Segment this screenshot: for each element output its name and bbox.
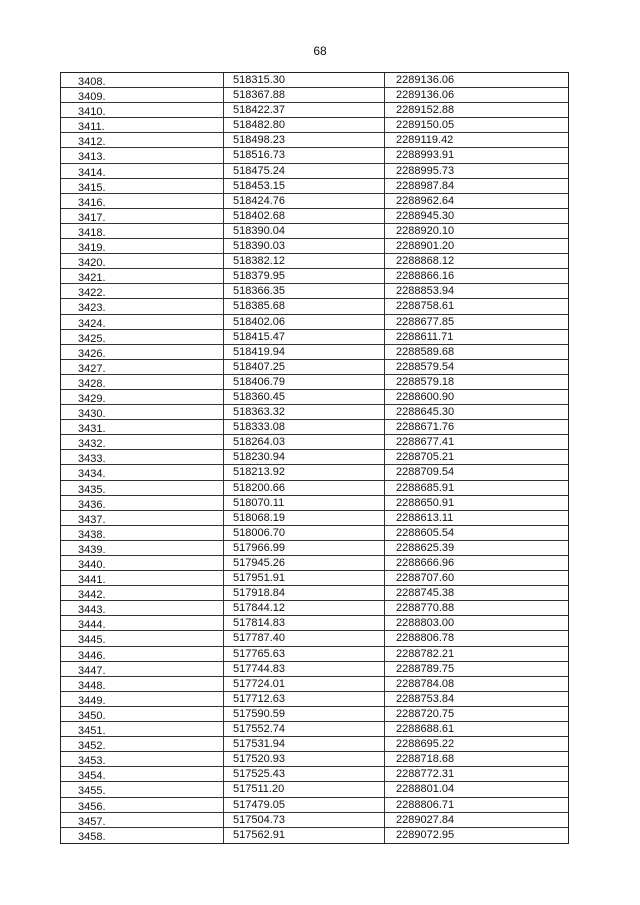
point-number-cell: 3451. — [61, 722, 224, 736]
northing-cell: 2288995.73 — [396, 164, 455, 177]
northing-cell: 2288666.96 — [396, 557, 455, 569]
easting-cell: 518366.35 — [224, 284, 385, 298]
northing-cell: 2288579.18 — [396, 375, 455, 388]
easting-cell: 518419.94 — [224, 345, 385, 359]
table-row — [61, 194, 568, 209]
point-number-cell: 3423. — [61, 299, 224, 313]
table-row — [61, 209, 568, 224]
northing-cell: 2288650.91 — [396, 496, 455, 509]
table-row — [61, 496, 568, 511]
table-row — [61, 299, 568, 314]
table-row — [61, 224, 568, 239]
point-number-cell: 3411. — [61, 118, 224, 132]
table-row — [61, 722, 568, 737]
point-number-cell: 3430. — [61, 405, 224, 419]
point-number-cell: 3442. — [61, 586, 224, 600]
point-number-cell: 3444. — [61, 616, 224, 630]
table-row — [61, 616, 568, 631]
northing-cell: 2288605.54 — [396, 526, 455, 539]
table-row — [61, 586, 568, 601]
table-row — [61, 707, 568, 722]
point-number-cell: 3408. — [61, 73, 224, 87]
easting-cell: 518390.03 — [224, 239, 385, 253]
point-number-cell: 3433. — [61, 450, 224, 464]
northing-cell: 2288853.94 — [396, 285, 455, 298]
northing-cell: 2288671.76 — [396, 421, 455, 434]
table-row — [61, 782, 568, 797]
easting-cell: 518482.80 — [224, 118, 385, 132]
easting-cell: 517552.74 — [224, 722, 385, 736]
point-number-cell: 3452. — [61, 737, 224, 751]
northing-cell: 2288868.12 — [396, 255, 455, 268]
easting-cell: 518475.24 — [224, 164, 385, 178]
easting-cell: 517531.94 — [224, 737, 385, 751]
easting-cell: 518264.03 — [224, 435, 385, 449]
table-row — [61, 556, 568, 571]
table-row — [61, 601, 568, 616]
easting-cell: 517787.40 — [224, 631, 385, 645]
point-number-cell: 3432. — [61, 435, 224, 449]
table-row — [61, 390, 568, 405]
table-row — [61, 405, 568, 420]
northing-cell: 2288677.41 — [396, 436, 455, 449]
northing-cell: 2288920.10 — [396, 224, 455, 237]
table-row — [61, 330, 568, 345]
point-number-cell: 3427. — [61, 360, 224, 374]
northing-cell: 2288866.16 — [396, 270, 455, 283]
point-number-cell: 3410. — [61, 103, 224, 117]
table-row — [61, 164, 568, 179]
table-row — [61, 269, 568, 284]
point-number-cell: 3435. — [61, 481, 224, 495]
northing-cell: 2288625.39 — [396, 541, 455, 554]
northing-cell: 2288705.21 — [396, 451, 455, 464]
easting-cell: 518200.66 — [224, 481, 385, 495]
northing-cell: 2288945.30 — [396, 209, 455, 222]
point-number-cell: 3409. — [61, 88, 224, 102]
northing-cell: 2288611.71 — [396, 330, 454, 343]
northing-cell: 2288720.75 — [396, 707, 455, 720]
northing-cell: 2289150.05 — [396, 119, 455, 132]
point-number-cell: 3448. — [61, 677, 224, 691]
table-row — [61, 118, 568, 133]
easting-cell: 518422.37 — [224, 103, 385, 117]
point-number-cell: 3436. — [61, 496, 224, 510]
table-row — [61, 692, 568, 707]
point-number-cell: 3445. — [61, 631, 224, 645]
point-number-cell: 3417. — [61, 209, 224, 223]
easting-cell: 517479.05 — [224, 798, 385, 812]
easting-cell: 518360.45 — [224, 390, 385, 404]
easting-cell: 518006.70 — [224, 526, 385, 540]
point-number-cell: 3441. — [61, 571, 224, 585]
northing-cell: 2288782.21 — [396, 647, 455, 660]
easting-cell: 518333.08 — [224, 420, 385, 434]
northing-cell: 2288600.90 — [396, 390, 455, 403]
northing-cell: 2288645.30 — [396, 406, 455, 419]
easting-cell: 518385.68 — [224, 299, 385, 313]
table-row — [61, 239, 568, 254]
easting-cell: 518379.95 — [224, 269, 385, 283]
table-row — [61, 284, 568, 299]
table-row — [61, 813, 568, 828]
northing-cell: 2288993.91 — [396, 149, 455, 162]
point-number-cell: 3415. — [61, 179, 224, 193]
point-number-cell: 3458. — [61, 828, 224, 843]
easting-cell: 517504.73 — [224, 813, 385, 827]
easting-cell: 518406.79 — [224, 375, 385, 389]
point-number-cell: 3422. — [61, 284, 224, 298]
table-row — [61, 737, 568, 752]
easting-cell: 518402.06 — [224, 315, 385, 329]
table-row — [61, 767, 568, 782]
table-row — [61, 435, 568, 450]
point-number-cell: 3419. — [61, 239, 224, 253]
point-number-cell: 3438. — [61, 526, 224, 540]
easting-cell: 518070.11 — [224, 496, 385, 510]
easting-cell: 517918.84 — [224, 586, 385, 600]
easting-cell: 518315.30 — [224, 73, 385, 87]
easting-cell: 517520.93 — [224, 752, 385, 766]
point-number-cell: 3449. — [61, 692, 224, 706]
northing-cell: 2288709.54 — [396, 466, 455, 479]
northing-cell: 2288685.91 — [396, 481, 455, 494]
northing-cell: 2288789.75 — [396, 662, 455, 675]
easting-cell: 518498.23 — [224, 133, 385, 147]
point-number-cell: 3440. — [61, 556, 224, 570]
easting-cell: 517712.63 — [224, 692, 385, 706]
northing-cell: 2288718.68 — [396, 753, 455, 766]
easting-cell: 517511.20 — [224, 782, 385, 796]
northing-cell: 2288806.78 — [396, 632, 455, 645]
point-number-cell: 3418. — [61, 224, 224, 238]
table-row — [61, 571, 568, 586]
easting-cell: 517844.12 — [224, 601, 385, 615]
point-number-cell: 3437. — [61, 511, 224, 525]
northing-cell: 2289027.84 — [396, 813, 455, 826]
northing-cell: 2289119.42 — [396, 134, 454, 147]
easting-cell: 517765.63 — [224, 647, 385, 661]
easting-cell: 518068.19 — [224, 511, 385, 525]
table-row — [61, 677, 568, 692]
page-number: 68 — [313, 44, 327, 58]
point-number-cell: 3453. — [61, 752, 224, 766]
table-row — [61, 345, 568, 360]
table-row — [61, 798, 568, 813]
northing-cell: 2288901.20 — [396, 240, 455, 253]
point-number-cell: 3414. — [61, 164, 224, 178]
easting-cell: 517590.59 — [224, 707, 385, 721]
easting-cell: 518390.04 — [224, 224, 385, 238]
point-number-cell: 3425. — [61, 330, 224, 344]
northing-cell: 2288772.31 — [396, 768, 455, 781]
point-number-cell: 3450. — [61, 707, 224, 721]
easting-cell: 517744.83 — [224, 662, 385, 676]
table-row — [61, 179, 568, 194]
table-row — [61, 360, 568, 375]
table-row — [61, 450, 568, 465]
northing-cell: 2288962.64 — [396, 194, 455, 207]
northing-cell: 2288677.85 — [396, 315, 455, 328]
northing-cell: 2289072.95 — [396, 828, 455, 841]
northing-cell: 2288758.61 — [396, 300, 455, 313]
easting-cell: 517724.01 — [224, 677, 385, 691]
point-number-cell: 3434. — [61, 465, 224, 479]
point-number-cell: 3457. — [61, 813, 224, 827]
point-number-cell: 3412. — [61, 133, 224, 147]
point-number-cell: 3420. — [61, 254, 224, 268]
easting-cell: 517951.91 — [224, 571, 385, 585]
point-number-cell: 3443. — [61, 601, 224, 615]
point-number-cell: 3416. — [61, 194, 224, 208]
table-row — [61, 133, 568, 148]
point-number-cell: 3424. — [61, 315, 224, 329]
northing-cell: 2288803.00 — [396, 617, 455, 630]
easting-cell: 518415.47 — [224, 330, 385, 344]
table-row — [61, 73, 568, 88]
northing-cell: 2288806.71 — [396, 798, 455, 811]
point-number-cell: 3454. — [61, 767, 224, 781]
easting-cell: 518213.92 — [224, 465, 385, 479]
table-row — [61, 511, 568, 526]
table-row — [61, 420, 568, 435]
point-number-cell: 3456. — [61, 798, 224, 812]
point-number-cell: 3439. — [61, 541, 224, 555]
northing-cell: 2288987.84 — [396, 179, 455, 192]
northing-cell: 2288707.60 — [396, 572, 455, 585]
northing-cell: 2289136.06 — [396, 74, 455, 86]
point-number-cell: 3413. — [61, 148, 224, 162]
table-row — [61, 465, 568, 480]
table-row — [61, 103, 568, 118]
easting-cell: 517945.26 — [224, 556, 385, 570]
northing-cell: 2288613.11 — [396, 511, 454, 524]
easting-cell: 517814.83 — [224, 616, 385, 630]
table-row — [61, 752, 568, 767]
table-row — [61, 254, 568, 269]
northing-cell: 2288753.84 — [396, 692, 455, 705]
table-row — [61, 647, 568, 662]
northing-cell: 2288688.61 — [396, 723, 455, 736]
table-row — [61, 375, 568, 390]
northing-cell: 2288801.04 — [396, 783, 455, 796]
table-row — [61, 315, 568, 330]
northing-cell: 2288589.68 — [396, 345, 455, 358]
table-row — [61, 88, 568, 103]
easting-cell: 518382.12 — [224, 254, 385, 268]
easting-cell: 517562.91 — [224, 828, 385, 843]
point-number-cell: 3421. — [61, 269, 224, 283]
easting-cell: 518424.76 — [224, 194, 385, 208]
northing-cell: 2288784.08 — [396, 677, 455, 690]
easting-cell: 518516.73 — [224, 148, 385, 162]
easting-cell: 517966.99 — [224, 541, 385, 555]
point-number-cell: 3426. — [61, 345, 224, 359]
point-number-cell: 3455. — [61, 782, 224, 796]
northing-cell: 2288770.88 — [396, 602, 455, 615]
northing-cell: 2289136.06 — [396, 89, 455, 102]
northing-cell: 2289152.88 — [396, 104, 455, 117]
point-number-cell: 3429. — [61, 390, 224, 404]
table-row — [61, 631, 568, 646]
point-number-cell: 3446. — [61, 647, 224, 661]
easting-cell: 518230.94 — [224, 450, 385, 464]
easting-cell: 517525.43 — [224, 767, 385, 781]
coordinates-table — [60, 72, 569, 844]
easting-cell: 518453.15 — [224, 179, 385, 193]
table-row — [61, 828, 568, 843]
northing-cell: 2288745.38 — [396, 587, 455, 600]
easting-cell: 518367.88 — [224, 88, 385, 102]
easting-cell: 518363.32 — [224, 405, 385, 419]
table-row — [61, 541, 568, 556]
easting-cell: 518402.68 — [224, 209, 385, 223]
point-number-cell: 3428. — [61, 375, 224, 389]
easting-cell: 518407.25 — [224, 360, 385, 374]
table-row — [61, 526, 568, 541]
table-row — [61, 148, 568, 163]
northing-cell: 2288579.54 — [396, 360, 455, 373]
northing-cell: 2288695.22 — [396, 738, 455, 751]
point-number-cell: 3447. — [61, 662, 224, 676]
table-row — [61, 662, 568, 677]
point-number-cell: 3431. — [61, 420, 224, 434]
table-row — [61, 481, 568, 496]
